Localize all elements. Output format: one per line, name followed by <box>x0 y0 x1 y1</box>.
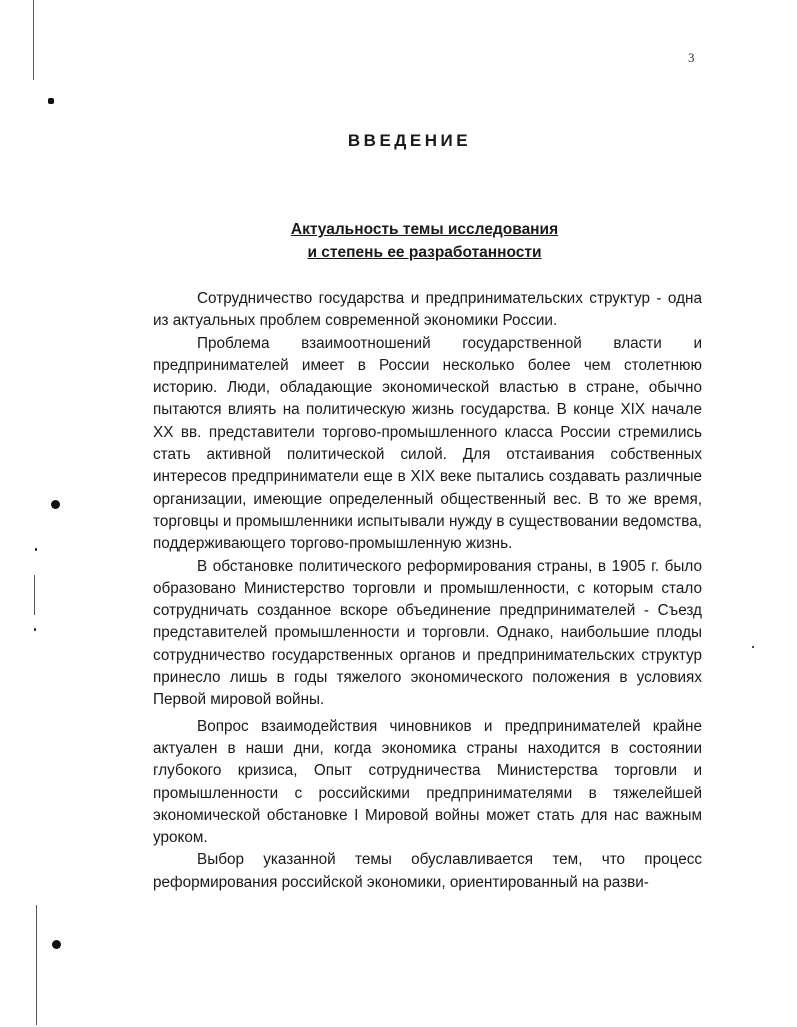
paragraph: В обстановке политического реформирования страны, в 1905 г. было образовано Министерство торговли и промышленности, с которым стало сотрудничать созданное вскоре объединение предпринимателей - Съезд представителей промышленности и торговли. Однако, наибольшие плоды сотрудничество государственных органов и предпринимательских структур принесло лишь в годы тяжелого экономического положения в условиях Первой мировой войны. <box>153 557 702 709</box>
scan-edge-line <box>34 575 35 615</box>
scan-mark <box>52 940 61 949</box>
scan-edge-line <box>33 0 34 80</box>
paragraph: Вопрос взаимодействия чиновников и предпринимателей крайне актуален в наши дни, когда экономика страны находится в состоянии глубокого кризиса, Опыт сотрудничества Министерства торговли и промышленности с российскими предпринимателями в тяжелейшей экономической обстановке I Мировой войны может стать для нас важным уроком. <box>153 717 702 847</box>
page-title: ВВЕДЕНИЕ <box>347 131 472 150</box>
scan-mark <box>35 548 37 551</box>
page-number: 3 <box>688 50 695 65</box>
section-subheading-line2: и степень ее разработанности <box>307 244 542 261</box>
body-text <box>153 288 702 894</box>
scan-mark <box>48 98 54 104</box>
scan-mark <box>34 628 36 631</box>
scan-mark <box>752 646 754 648</box>
paragraph: Сотрудничество государства и предпринимательских структур - одна из актуальных проблем современной экономики России. <box>153 290 702 330</box>
paragraph: Выбор указанной темы обуславливается тем, что процесс реформирования российской экономики, ориентированный на разви- <box>153 851 702 891</box>
paragraph: Проблема взаимоотношений государственной власти и предпринимателей имеет в России несколько более чем столетнюю историю. Люди, обладающие экономической властью в стране, обычно пытаются влиять на политическую жизнь государства. В конце XIX начале XX вв. представители торгово-промышленного класса России стремились стать активной политической силой. Для отстаивания собственных интересов предприниматели еще в XIX веке пытались создавать различные организации, имеющие определенный общественный вес. В то же время, торговцы и промышленники испытывали нужду в существовании ведомства, поддерживающего торгово-промышленную жизнь. <box>153 334 702 553</box>
scan-mark <box>51 500 60 509</box>
scan-edge-line <box>36 905 37 1025</box>
section-subheading-line1: Актуальность темы исследования <box>290 221 559 238</box>
